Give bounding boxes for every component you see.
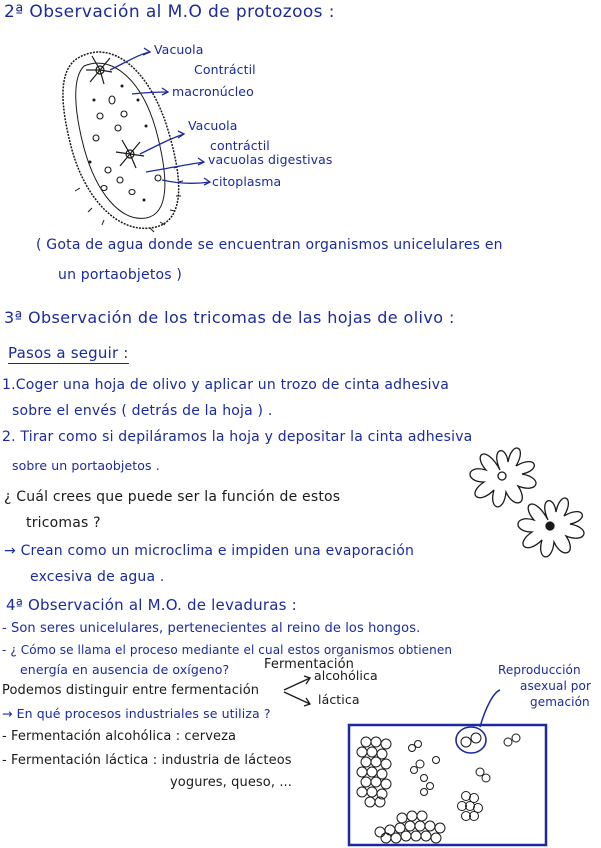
label-vacuola-1: Vacuola (154, 42, 204, 57)
trichome-question-line1: ¿ Cuál crees que puede ser la función de estos (4, 489, 341, 505)
reproduction-label-line2: asexual por (520, 679, 591, 693)
section4-line3: energía en ausencia de oxígeno? (20, 662, 230, 677)
section4-line1: - Son seres unicelulares, pertenecientes al reino de los hongos. (2, 621, 421, 636)
label-vacuola-2: Vacuola (188, 118, 238, 133)
section4-title: 4ª Observación al M.O. de levaduras : (6, 596, 297, 614)
fermentation-branch-arrows (284, 676, 310, 706)
section3-title: 3ª Observación de los tricomas de las hojas de olivo : (4, 308, 455, 327)
label-contractil-2: contráctil (210, 138, 270, 153)
label-citoplasma: citoplasma (212, 174, 282, 189)
trichome-answer-line1: → Crean como un microclima e impiden una evaporación (4, 543, 415, 559)
label-macronucleo: macronúcleo (172, 84, 254, 99)
branch-alcoholica: alcohólica (314, 668, 378, 683)
step1-line1: 1.Coger una hoja de olivo y aplicar un trozo de cinta adhesiva (2, 377, 449, 393)
trichome-answer-line2: excesiva de agua . (30, 569, 165, 585)
reproduction-label-line3: gemación (530, 695, 590, 709)
branch-lactica: láctica (318, 692, 360, 707)
section4-line6: - Fermentación alcohólica : cerveza (2, 729, 237, 744)
food-vacuoles (93, 96, 161, 195)
yeast-cells (357, 733, 520, 843)
yeast-microscope-field (349, 690, 546, 845)
budding-pointer-arrow (480, 690, 500, 727)
steps-heading: Pasos a seguir : (8, 344, 129, 362)
label-contractil-1: Contráctil (194, 62, 256, 77)
section4-line3-answer: Fermentación (264, 657, 354, 672)
step2-line2: sobre un portaobjetos . (12, 458, 160, 473)
step2-line1: 2. Tirar como si depiláramos la hoja y depositar la cinta adhesiva (2, 429, 473, 445)
label-vacuolas-digestivas: vacuolas digestivas (208, 152, 333, 167)
trichome-drawing-1 (470, 448, 536, 507)
section2-note-line2: un portaobjetos ) (58, 267, 183, 283)
section4-line7: - Fermentación láctica : industria de lácteos (2, 753, 292, 768)
contractile-vacuole-star-1 (86, 56, 112, 84)
section4-line4: Podemos distinguir entre fermentación (2, 683, 260, 698)
section4-line5: → En qué procesos industriales se utiliza ? (2, 706, 271, 721)
section2-note-line1: ( Gota de agua donde se encuentran organismos unicelulares en (36, 237, 503, 253)
trichome-drawing-2 (518, 498, 584, 557)
section4-line2: - ¿ Cómo se llama el proceso mediante el cual estos organismos obtienen (2, 643, 453, 657)
reproduction-label-line1: Reproducción (498, 663, 581, 677)
step1-line2: sobre el envés ( detrás de la hoja ) . (12, 403, 273, 419)
contractile-vacuole-star-2 (116, 140, 144, 168)
section4-line8: yogures, queso, ... (170, 775, 293, 790)
trichome-question-line2: tricomas ? (26, 515, 101, 531)
section2-title: 2ª Observación al M.O de protozoos : (4, 2, 335, 22)
